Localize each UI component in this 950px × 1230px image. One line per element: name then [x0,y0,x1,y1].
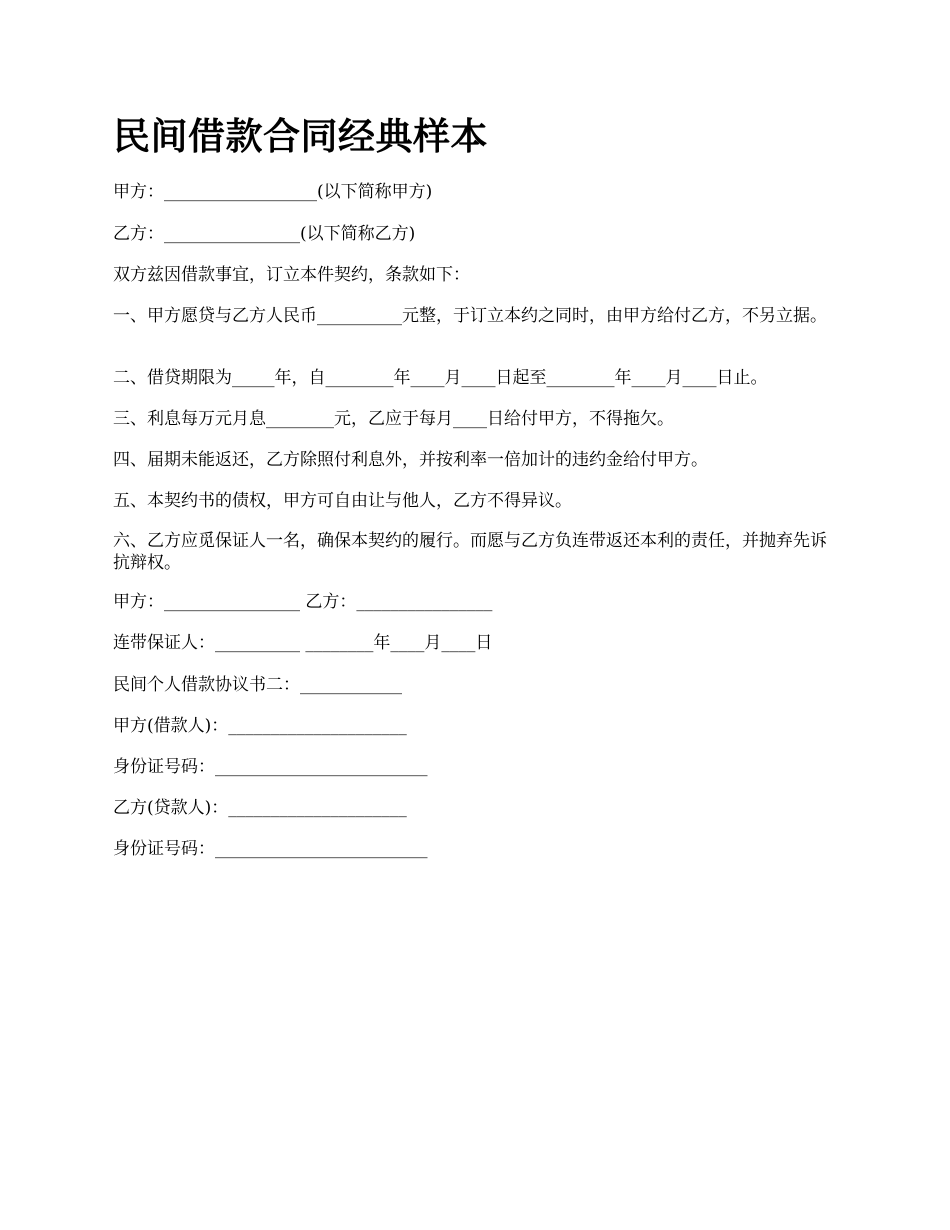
guarantor-line: 连带保证人：__________ ________年____月____日 [113,633,493,653]
agreement-two-line: 民间个人借款协议书二：____________ [113,675,402,695]
document-title: 民间借款合同经典样本 [113,114,488,158]
clause-5: 五、本契约书的债权，甲方可自由让与他人，乙方不得异议。 [113,491,572,511]
lender-line: 乙方(贷款人)：_____________________ [113,798,407,818]
clause-2: 二、借贷期限为_____年，自________年____月____日起至________年____月____日止。 [113,368,768,388]
party-b-line: 乙方：________________(以下简称乙方) [113,224,416,244]
clause-3: 三、利息每万元月息________元，乙应于每月____日给付甲方，不得拖欠。 [113,409,674,429]
clause-4: 四、届期未能返还，乙方除照付利息外，并按利率一倍加计的违约金给付甲方。 [113,450,708,470]
borrower-id-line: 身份证号码：_________________________ [113,757,428,777]
party-a-line: 甲方：__________________(以下简称甲方) [113,182,433,202]
lender-id-line: 身份证号码：_________________________ [113,839,428,859]
clause-1: 一、甲方愿贷与乙方人民币__________元整，于订立本约之同时，由甲方给付乙方，不另立据。 [113,306,827,326]
borrower-line: 甲方(借款人)：_____________________ [113,716,407,736]
signature-line: 甲方：________________ 乙方：________________ [113,592,493,612]
clause-6: 六、乙方应觅保证人一名，确保本契约的履行。而愿与乙方负连带返还本利的责任，并抛弃先诉抗辩权。 [113,531,827,573]
intro-line: 双方兹因借款事宜，订立本件契约，条款如下： [113,265,470,285]
